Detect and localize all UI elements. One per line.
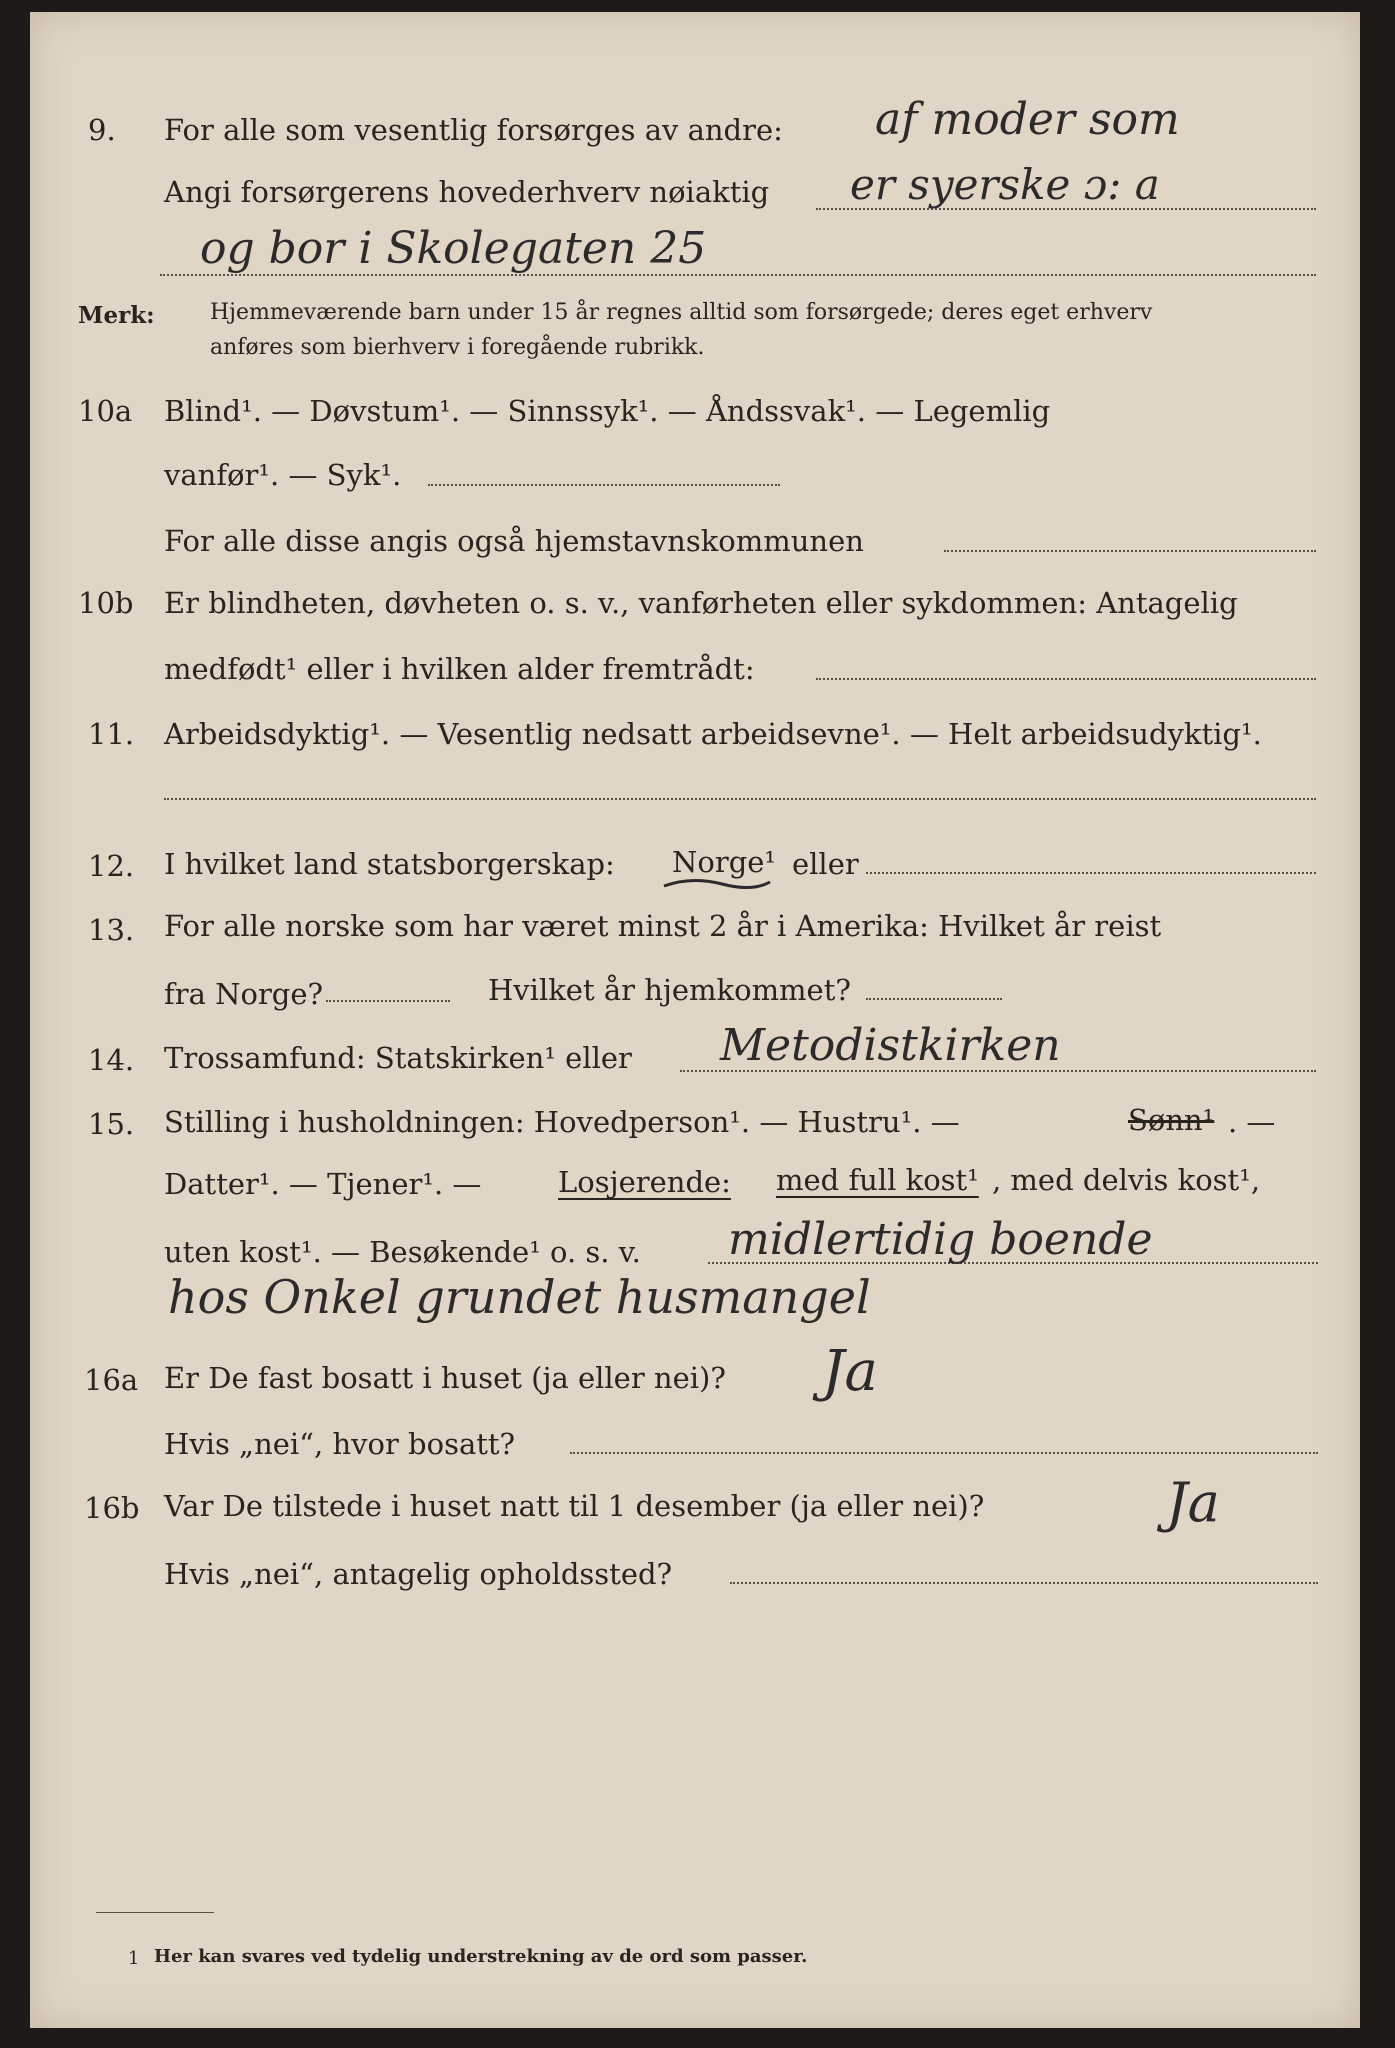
q10b-answer-line xyxy=(816,678,1316,680)
q16b-line2: Hvis „nei“, antagelig opholdssted? xyxy=(164,1557,673,1591)
q9-handwriting-3: og bor i Skolegaten 25 xyxy=(200,223,707,274)
footnote-mark: 1 xyxy=(128,1948,140,1969)
q9-line2: Angi forsørgerens hovederhverv nøiaktig xyxy=(164,175,770,209)
footnote-rule xyxy=(96,1912,214,1913)
q9-number: 9. xyxy=(88,113,116,147)
q14-number: 14. xyxy=(88,1043,135,1077)
footnote-text: Her kan svares ved tydelig understrekning av de ord som passer. xyxy=(154,1946,808,1967)
q11-line1: Arbeidsdyktig¹. — Vesentlig nedsatt arbeidsevne¹. — Helt arbeidsudyktig¹. xyxy=(164,717,1262,751)
q9-handwriting-2: er syerske ɔ: a xyxy=(850,160,1160,209)
merk-line1: Hjemmeværende barn under 15 år regnes alltid som forsørgede; deres eget erhverv xyxy=(210,300,1153,325)
q9-line1: For alle som vesentlig forsørges av andre: xyxy=(164,113,783,147)
q12-number: 12. xyxy=(88,849,135,883)
q12-norge-option: Norge¹ xyxy=(672,845,777,879)
q16a-line1: Er De fast bosatt i huset (ja eller nei)? xyxy=(164,1361,726,1395)
census-form-page xyxy=(30,12,1360,2028)
merk-label: Merk: xyxy=(78,302,155,329)
q15-handwriting-2: hos Onkel grundet husmangel xyxy=(168,1270,871,1324)
q9-answer-line-2 xyxy=(160,274,1316,276)
merk-line2: anføres som bierhverv i foregående rubrikk. xyxy=(210,335,705,360)
q15-sonn-option: Sønn¹ xyxy=(1128,1103,1215,1137)
q16a-line2: Hvis „nei“, hvor bosatt? xyxy=(164,1427,516,1461)
q14-handwriting: Metodistkirken xyxy=(720,1020,1061,1071)
q15-line1a: Stilling i husholdningen: Hovedperson¹. — Hustru¹. — xyxy=(164,1105,960,1139)
q11-number: 11. xyxy=(88,717,135,751)
q13-line1: For alle norske som har været minst 2 år i Amerika: Hvilket år reist xyxy=(164,909,1162,943)
q13-line2b: Hvilket år hjemkommet? xyxy=(488,973,851,1007)
q16b-answer-line xyxy=(730,1582,1318,1584)
q15-line1c: . — xyxy=(1228,1105,1276,1139)
q16a-answer-line xyxy=(570,1452,1318,1454)
q16b-number: 16b xyxy=(84,1491,140,1525)
q14-text: Trossamfund: Statskirken¹ eller xyxy=(164,1041,632,1075)
q15-fullkost-option: med full kost¹ xyxy=(776,1163,979,1197)
q16a-number: 16a xyxy=(84,1363,139,1397)
q10a-line3: For alle disse angis også hjemstavnskommunen xyxy=(164,524,864,558)
q16a-handwriting: Ja xyxy=(822,1339,878,1404)
q13-number: 13. xyxy=(88,913,135,947)
q12-prefix: I hvilket land statsborgerskap: xyxy=(164,847,615,881)
q10b-line2: medfødt¹ eller i hvilken alder fremtrådt: xyxy=(164,652,755,686)
q12-norge-underline-mark xyxy=(662,874,772,894)
q15-losjerende-option: Losjerende: xyxy=(558,1165,731,1199)
q12-suffix: eller xyxy=(792,847,859,881)
q16b-line1: Var De tilstede i huset natt til 1 desember (ja eller nei)? xyxy=(164,1489,985,1523)
q15-line2a: Datter¹. — Tjener¹. — xyxy=(164,1167,482,1201)
q15-handwriting-1: midlertidig boende xyxy=(728,1214,1153,1265)
q12-answer-line xyxy=(866,872,1316,874)
q15-number: 15. xyxy=(88,1107,135,1141)
q13-answer-line-2 xyxy=(866,998,1002,1000)
q10a-line2: vanfør¹. — Syk¹. xyxy=(164,458,402,492)
q10a-line1: Blind¹. — Døvstum¹. — Sinnssyk¹. — Åndssvak¹. — Legemlig xyxy=(164,394,1051,428)
q10a-number: 10a xyxy=(78,394,133,428)
q10b-line1: Er blindheten, døvheten o. s. v., vanførheten eller sykdommen: Antagelig xyxy=(164,586,1238,620)
q15-line3: uten kost¹. — Besøkende¹ o. s. v. xyxy=(164,1235,641,1269)
q16b-handwriting: Ja xyxy=(1166,1471,1220,1534)
q9-handwriting-1: af moder som xyxy=(875,94,1180,145)
q10a-answer-line-1 xyxy=(428,484,780,486)
q11-answer-line xyxy=(164,798,1316,800)
q10a-answer-line-2 xyxy=(944,550,1316,552)
q15-line2b: , med delvis kost¹, xyxy=(992,1163,1261,1197)
q13-answer-line-1 xyxy=(326,1000,450,1002)
q10b-number: 10b xyxy=(78,586,134,620)
q13-line2a: fra Norge? xyxy=(164,977,324,1011)
